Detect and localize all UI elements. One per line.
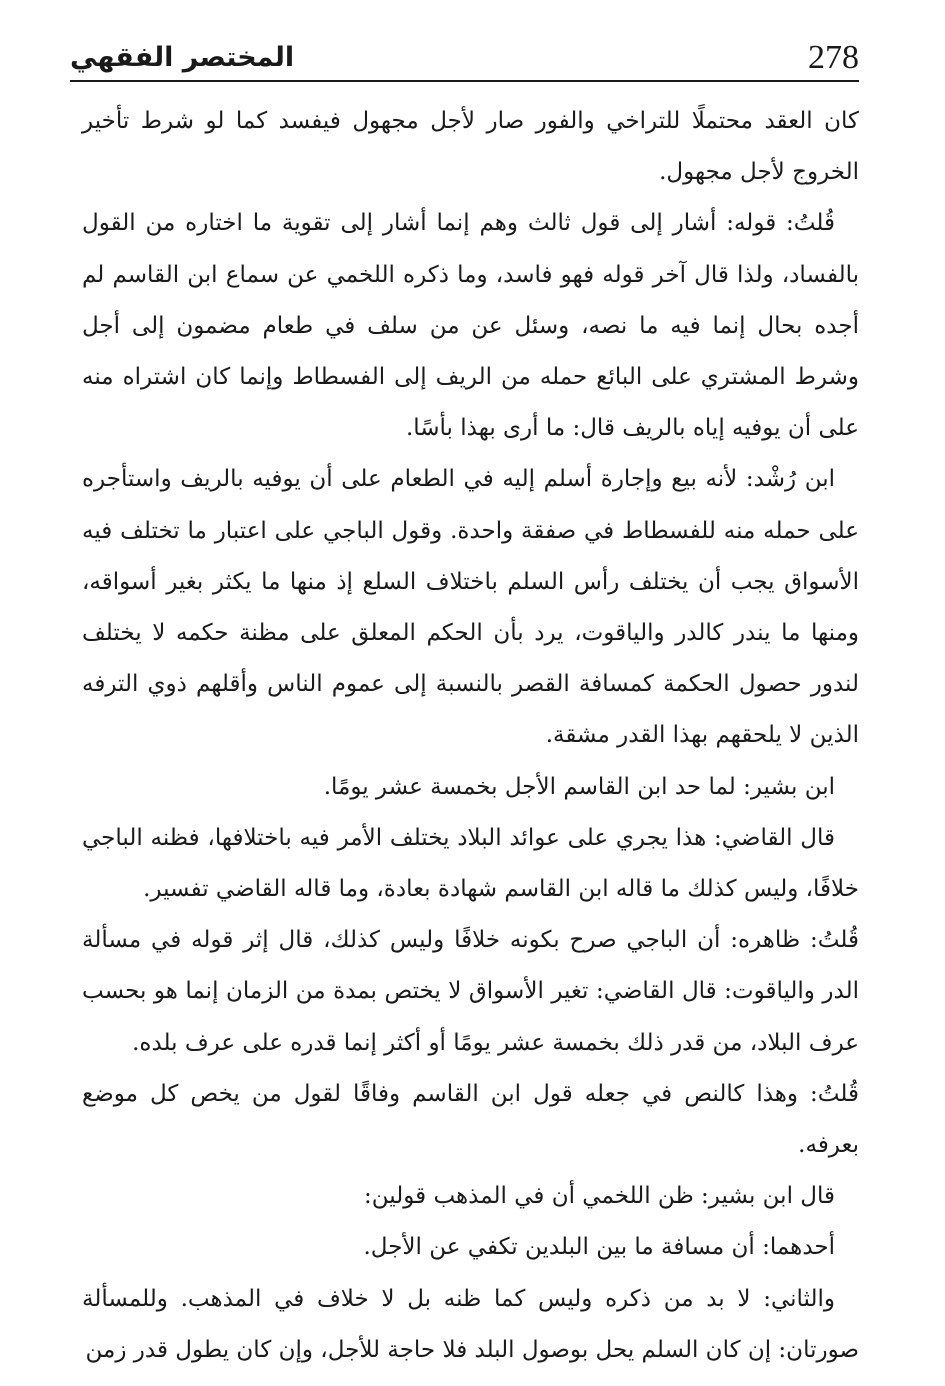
running-title: المختصر الفقهي [70, 42, 295, 73]
paragraph: قال القاضي: هذا يجري على عوائد البلاد يختلف الأمر فيه باختلافها، فظنه الباجي خلافًا، وليس كذلك ما قاله ابن القاسم شهادة بعادة، وما قاله القاضي تفسير. [82, 824, 859, 903]
paragraph: كان العقد محتملًا للتراخي والفور صار لأجل مجهول فيفسد كما لو شرط تأخير الخروج لأجل مجهول. [82, 108, 859, 186]
page-body [82, 96, 859, 1376]
paragraph: قُلتُ: قوله: أشار إلى قول ثالث وهم إنما أشار إلى تقوية ما اختاره من القول بالفساد، ولذا قال آخر قوله فهو فاسد، وما ذكره اللخمي عن سماع ابن القاسم لم أجده بحال إنما فيه ما نصه، وسئل عن من سلف في طعام مضمون إلى أجل وشرط المشتري على البائع حمله من الريف إلى الفسطاط وإنما كان اشتراه منه على أن يوفيه إياه بالريف قال: ما أرى بهذا بأسًا. [82, 210, 859, 442]
page-header [70, 38, 859, 82]
paragraph: أحدهما: أن مسافة ما بين البلدين تكفي عن الأجل. [363, 1234, 835, 1261]
paragraph: قُلتُ: وهذا كالنص في جعله قول ابن القاسم وفاقًا لقول من يخص كل موضع بعرفه. [82, 1080, 859, 1159]
paragraph: قُلتُ: ظاهره: أن الباجي صرح بكونه خلافًا وليس كذلك، قال إثر قوله في مسألة الدر والياقوت: قال القاضي: تغير الأسواق لا يختص بمدة من الزمان إنما هو بحسب عرف البلاد، من قدر ذلك بخمسة عشر يومًا أو أكثر إنما قدره على عرف بلده. [82, 927, 859, 1056]
paragraph: ابن رُشْد: لأنه بيع وإجارة أسلم إليه في الطعام على أن يوفيه بالريف واستأجره على حمله منه للفسطاط في صفقة واحدة. وقول الباجي على اعتبار ما تختلف فيه الأسواق يجب أن يختلف رأس السلم باختلاف السلع إذ منها ما يكثر بغير أسواقه، ومنها ما يندر كالدر والياقوت، يرد بأن الحكم المعلق على مظنة حكمه لا يختلف لندور حصول الحكمة كمسافة القصر بالنسبة إلى عموم الناس وأقلهم ذوي الترفه الذين لا يلحقهم بهذا القدر مشقة. [82, 466, 859, 749]
paragraph: والثاني: لا بد من ذكره وليس كما ظنه بل لا خلاف في المذهب. وللمسألة صورتان: إن كان السلم يحل بوصول البلد فلا حاجة للأجل، وإن كان يطول قدر زمن [82, 1285, 859, 1363]
paragraph: قال ابن بشير: ظن اللخمي أن في المذهب قولين: [364, 1183, 835, 1210]
paragraph: ابن بشير: لما حد ابن القاسم الأجل بخمسة عشر يومًا. [323, 773, 835, 800]
page-number: 278 [808, 39, 859, 76]
header-rule [70, 80, 859, 82]
